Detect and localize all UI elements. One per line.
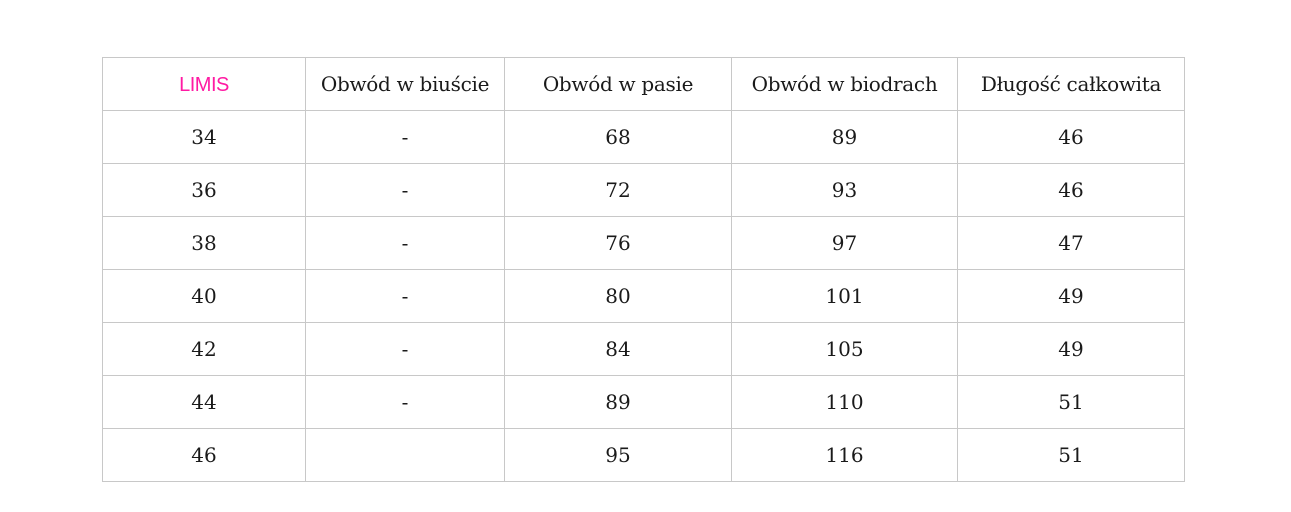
size-cell: 34 <box>103 111 306 164</box>
bust-cell: - <box>306 376 505 429</box>
waist-cell: 80 <box>505 270 732 323</box>
waist-cell: 72 <box>505 164 732 217</box>
waist-cell: 84 <box>505 323 732 376</box>
hips-cell: 105 <box>732 323 958 376</box>
waist-cell: 95 <box>505 429 732 482</box>
size-cell: 44 <box>103 376 306 429</box>
length-cell: 47 <box>958 217 1185 270</box>
hips-cell: 97 <box>732 217 958 270</box>
length-cell: 51 <box>958 376 1185 429</box>
bust-cell <box>306 429 505 482</box>
header-cell-length: Długość całkowita <box>958 58 1185 111</box>
hips-cell: 110 <box>732 376 958 429</box>
size-cell: 36 <box>103 164 306 217</box>
size-cell: 46 <box>103 429 306 482</box>
waist-cell: 76 <box>505 217 732 270</box>
length-cell: 49 <box>958 323 1185 376</box>
bust-cell: - <box>306 217 505 270</box>
length-cell: 46 <box>958 164 1185 217</box>
table-header-row <box>103 58 1185 111</box>
waist-cell: 68 <box>505 111 732 164</box>
bust-cell: - <box>306 270 505 323</box>
hips-cell: 101 <box>732 270 958 323</box>
length-cell: 51 <box>958 429 1185 482</box>
length-cell: 46 <box>958 111 1185 164</box>
bust-cell: - <box>306 111 505 164</box>
hips-cell: 89 <box>732 111 958 164</box>
table-row <box>103 217 1185 270</box>
hips-cell: 116 <box>732 429 958 482</box>
size-chart-table <box>102 57 1185 482</box>
header-cell-bust: Obwód w biuście <box>306 58 505 111</box>
size-cell: 38 <box>103 217 306 270</box>
bust-cell: - <box>306 323 505 376</box>
waist-cell: 89 <box>505 376 732 429</box>
length-cell: 49 <box>958 270 1185 323</box>
table-row <box>103 376 1185 429</box>
table-row <box>103 111 1185 164</box>
brand-label: LIMIS <box>179 73 229 96</box>
header-cell-waist: Obwód w pasie <box>505 58 732 111</box>
size-cell: 42 <box>103 323 306 376</box>
table-row <box>103 164 1185 217</box>
size-cell: 40 <box>103 270 306 323</box>
table-row <box>103 429 1185 482</box>
table-row <box>103 323 1185 376</box>
table-row <box>103 270 1185 323</box>
header-cell-hips: Obwód w biodrach <box>732 58 958 111</box>
hips-cell: 93 <box>732 164 958 217</box>
bust-cell: - <box>306 164 505 217</box>
header-cell-brand <box>103 58 306 111</box>
